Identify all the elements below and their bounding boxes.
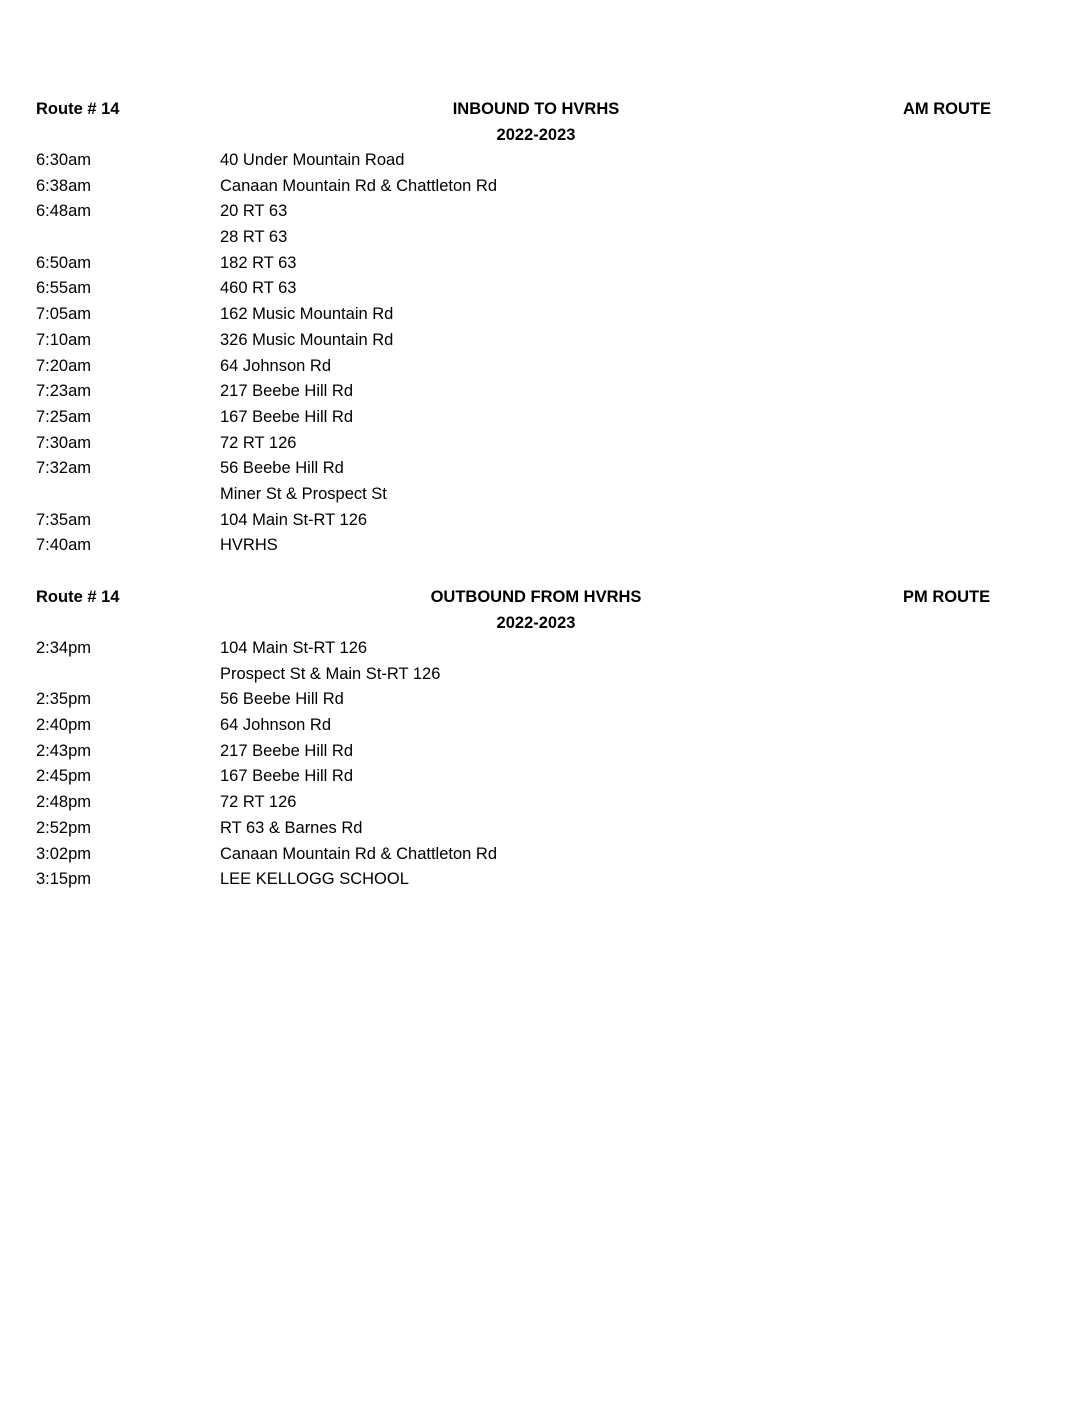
pm-route-period: PM ROUTE [903, 588, 991, 606]
stop-time: 6:48am [36, 202, 92, 221]
stop-time: 2:43pm [36, 741, 92, 760]
stop-row [0, 485, 1088, 511]
stop-time: 2:34pm [36, 639, 92, 657]
stop-row [0, 845, 1088, 871]
stop-row [0, 331, 1088, 357]
stop-time: 7:35am [36, 510, 92, 529]
stop-time: 2:45pm [36, 767, 92, 786]
stop-row [0, 357, 1088, 383]
stop-row [0, 305, 1088, 331]
stop-time: 6:30am [36, 151, 92, 169]
pm-route-direction: OUTBOUND FROM HVRHS [430, 588, 642, 606]
stop-row [0, 408, 1088, 434]
stop-location: 56 Beebe Hill Rd [220, 459, 344, 478]
stop-time: 7:40am [36, 536, 92, 555]
stop-time: 7:05am [36, 305, 92, 324]
am-route-number: Route # 14 [36, 100, 120, 118]
stop-location: 104 Main St-RT 126 [220, 510, 368, 529]
stop-row [0, 870, 1088, 896]
stop-location: RT 63 & Barnes Rd [220, 818, 363, 837]
stop-row [0, 434, 1088, 460]
stop-location: 167 Beebe Hill Rd [220, 767, 353, 786]
am-route-header [0, 100, 1088, 126]
stop-time: 6:55am [36, 279, 92, 298]
am-stop-list [0, 151, 1088, 562]
stop-location: 72 RT 126 [220, 793, 297, 812]
stop-row [0, 228, 1088, 254]
pm-route-section [0, 588, 1088, 896]
stop-time: 7:20am [36, 356, 92, 375]
stop-row [0, 459, 1088, 485]
stop-location: Canaan Mountain Rd & Chattleton Rd [220, 844, 498, 863]
pm-route-header [0, 588, 1088, 614]
stop-time: 7:32am [36, 459, 92, 478]
am-route-section [0, 100, 1088, 562]
stop-location: 167 Beebe Hill Rd [220, 407, 353, 426]
stop-time: 2:35pm [36, 690, 92, 709]
stop-location: 64 Johnson Rd [220, 716, 331, 735]
stop-time: 7:30am [36, 433, 92, 452]
stop-location: 20 RT 63 [220, 202, 288, 221]
stop-location: 460 RT 63 [220, 279, 297, 298]
pm-route-year: 2022-2023 [496, 614, 576, 632]
stop-row [0, 177, 1088, 203]
stop-location: Miner St & Prospect St [220, 484, 387, 503]
stop-row [0, 202, 1088, 228]
am-route-year-row [0, 126, 1088, 151]
stop-row [0, 690, 1088, 716]
stop-location: 28 RT 63 [220, 228, 288, 247]
stop-time: 7:10am [36, 330, 92, 349]
pm-route-number: Route # 14 [36, 588, 120, 606]
stop-row [0, 382, 1088, 408]
stop-row [0, 279, 1088, 305]
stop-location: 162 Music Mountain Rd [220, 305, 394, 324]
am-route-period: AM ROUTE [903, 100, 991, 118]
stop-row [0, 665, 1088, 691]
stop-time: 2:40pm [36, 716, 92, 735]
stop-row [0, 511, 1088, 537]
stop-location: LEE KELLOGG SCHOOL [220, 870, 409, 889]
stop-time: 7:23am [36, 382, 92, 401]
stop-row [0, 767, 1088, 793]
stop-time: 3:02pm [36, 844, 92, 863]
stop-row [0, 742, 1088, 768]
stop-location: 104 Main St-RT 126 [220, 639, 368, 657]
stop-location: 64 Johnson Rd [220, 356, 331, 375]
stop-location: 217 Beebe Hill Rd [220, 741, 353, 760]
stop-time: 2:48pm [36, 793, 92, 812]
stop-time: 3:15pm [36, 870, 92, 889]
stop-location: Canaan Mountain Rd & Chattleton Rd [220, 176, 498, 195]
stop-location: 56 Beebe Hill Rd [220, 690, 344, 709]
stop-location: Prospect St & Main St-RT 126 [220, 664, 441, 683]
am-route-direction: INBOUND TO HVRHS [452, 100, 620, 118]
pm-route-year-row [0, 614, 1088, 639]
stop-row [0, 536, 1088, 562]
stop-time: 6:50am [36, 253, 92, 272]
stop-location: 217 Beebe Hill Rd [220, 382, 353, 401]
stop-row [0, 639, 1088, 665]
stop-location: 72 RT 126 [220, 433, 297, 452]
stop-row [0, 793, 1088, 819]
stop-row [0, 716, 1088, 742]
stop-time: 2:52pm [36, 818, 92, 837]
am-route-year: 2022-2023 [496, 126, 576, 144]
pm-stop-list [0, 639, 1088, 896]
stop-row [0, 254, 1088, 280]
stop-location: 40 Under Mountain Road [220, 151, 405, 169]
stop-location: 326 Music Mountain Rd [220, 330, 394, 349]
stop-row [0, 819, 1088, 845]
stop-row [0, 151, 1088, 177]
stop-location: 182 RT 63 [220, 253, 297, 272]
stop-time: 7:25am [36, 407, 92, 426]
stop-location: HVRHS [220, 536, 278, 555]
stop-time: 6:38am [36, 176, 92, 195]
